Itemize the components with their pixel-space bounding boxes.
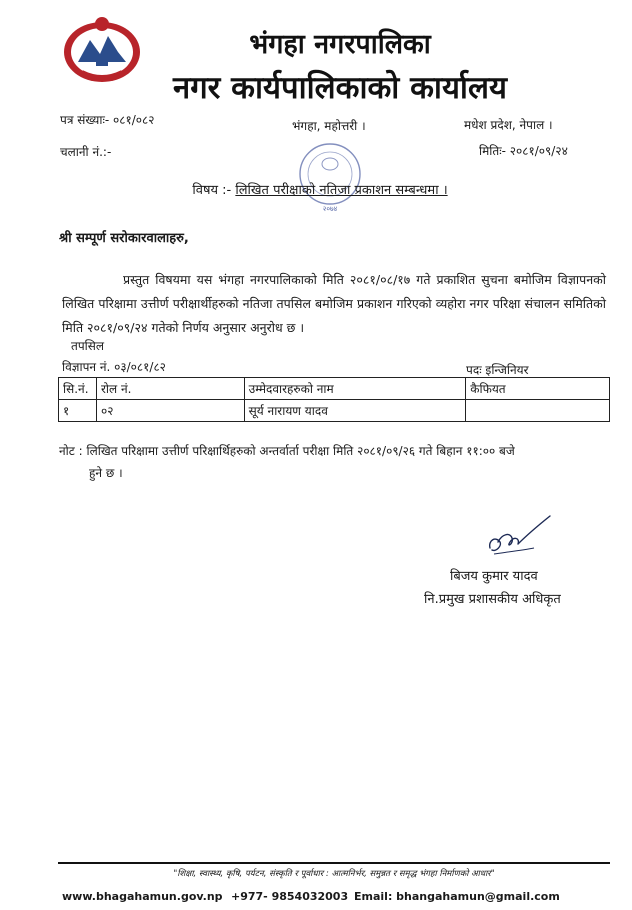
tapsil-label: तपसिल — [71, 339, 105, 353]
table-row — [59, 400, 610, 422]
letter-date: मितिः- २०८१/०९/२४ — [479, 144, 568, 158]
subject-label: विषय :- — [192, 183, 232, 198]
signatory-title: नि.प्रमुख प्रशासकीय अधिकृत — [424, 592, 561, 607]
cell-roll: ०२ — [96, 400, 244, 422]
subject-line — [40, 180, 600, 198]
office-stamp — [292, 138, 368, 214]
salutation: श्री सम्पूर्ण सरोकारवालाहरु, — [59, 231, 189, 246]
dispatch-number: चलानी नं.:- — [60, 145, 112, 159]
column-header-roll: रोल नं. — [96, 378, 244, 400]
province: मधेश प्रदेश, नेपाल । — [464, 118, 553, 132]
body-paragraph: प्रस्तुत विषयमा यस भंगहा नगरपालिकाको मिति २०८१/०८/१७ गते प्रकाशित सुचना बमोजिम विज्ञापनको लिखित परिक्षामा उत्तीर्ण परीक्षार्थीहरुको नतिजा तपसिल बमोजिम प्रकाशन गरिएको व्यहोरा नगर परिक्षा संचालन समितिको मिति २०८१/०९/२४ गतेको निर्णय अनुसार अनुरोध छ । — [62, 272, 606, 335]
column-header-name: उम्मेदवारहरुको नाम — [244, 378, 466, 400]
place: भंगहा, महोत्तरी । — [292, 119, 366, 133]
column-header-remarks: कैफियत — [466, 378, 610, 400]
note-line-2: हुने छ । — [89, 466, 123, 480]
cell-remarks — [466, 400, 610, 422]
column-header-sn: सि.नं. — [59, 378, 97, 400]
cell-sn: १ — [59, 400, 97, 422]
footer-divider — [58, 862, 610, 864]
phone-number: +977- 9854032003 — [231, 890, 349, 903]
stamp-year: २०७४ — [322, 205, 338, 213]
advertisement-number: विज्ञापन नं. ०३/०८१/८२ — [62, 360, 166, 374]
letter-number: पत्र संख्याः- ०८१/०८२ — [60, 113, 155, 127]
subject-text: लिखित परीक्षाको नतिजा प्रकाशन सम्बन्धमा । — [235, 183, 448, 198]
handwritten-signature — [484, 512, 554, 558]
post-name: पदः इन्जिनियर — [466, 363, 529, 377]
table-header-row — [59, 378, 610, 400]
website-link[interactable]: www.bhagahamun.gov.np — [62, 890, 223, 903]
cell-name: सूर्य नारायण यादव — [244, 400, 466, 422]
nepal-emblem-logo — [60, 14, 144, 86]
signatory-name: बिजय कुमार यादव — [450, 569, 538, 584]
email-link[interactable]: Email: bhangahamun@gmail.com — [354, 890, 560, 903]
note — [59, 440, 604, 484]
municipality-name: भंगहा नगरपालिका — [249, 29, 431, 60]
note-line-1: नोट : लिखित परिक्षामा उत्तीर्ण परिक्षार्थिहरुको अन्तर्वार्ता परीक्षा मिति २०८१/०९/२६ गते बिहान ११:०० बजे — [59, 444, 515, 458]
results-table — [58, 377, 610, 422]
office-name: नगर कार्यपालिकाको कार्यालय — [173, 70, 507, 106]
footer-slogan: "शिक्षा, स्वास्थ्य, कृषि, पर्यटन, संस्कृति र पूर्वाधार : आत्मनिर्भर, समुन्नत र समृद्ध भंगहा निर्माणको आधार" — [173, 869, 495, 879]
